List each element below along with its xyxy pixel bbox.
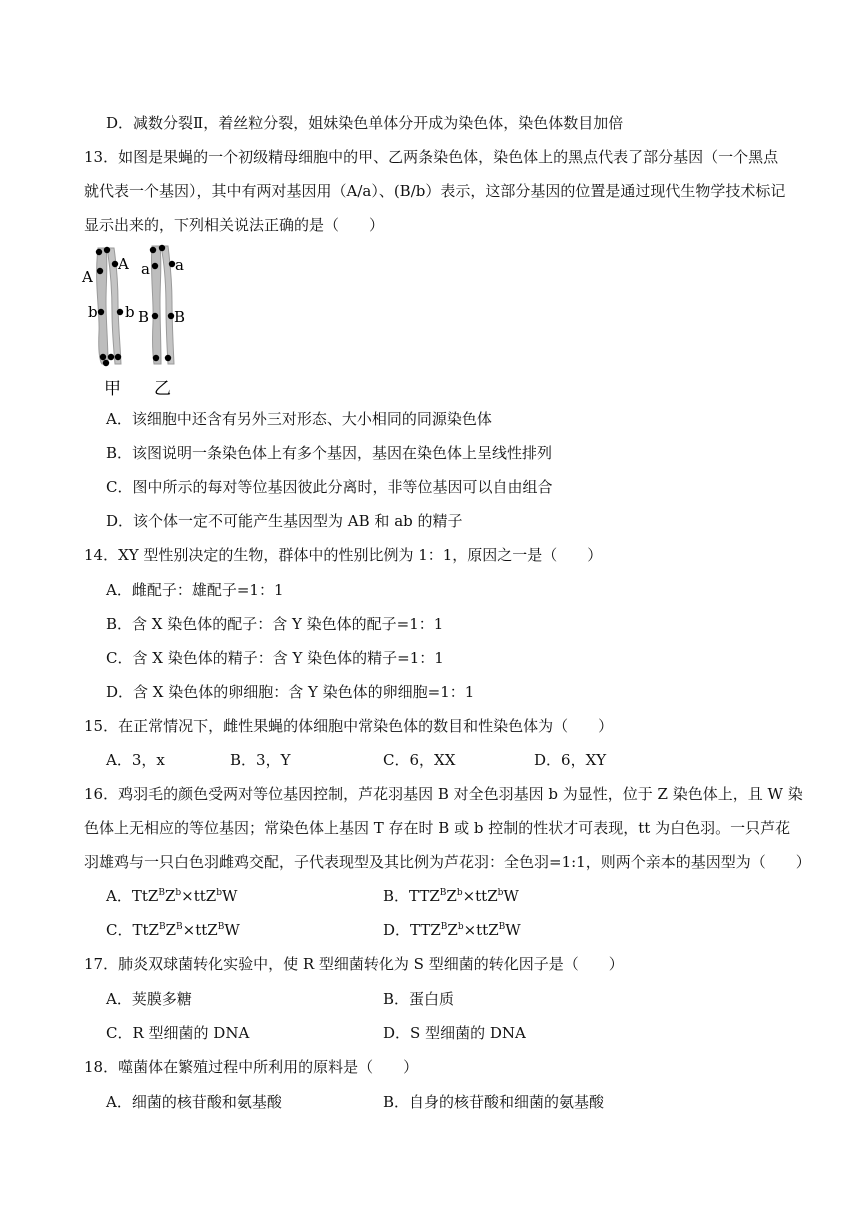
q14-option-b: B．含 X 染色体的配子：含 Y 染色体的配子=1：1 bbox=[106, 615, 444, 633]
q13-stem-line3: 显示出来的，下列相关说法正确的是（ ） bbox=[84, 216, 385, 234]
q16-option-d: D．$TTZ^BZ^b\times ttZ^BW$ bbox=[383, 921, 521, 939]
q17-option-d: D．S 型细菌的 DNA bbox=[383, 1024, 526, 1042]
gene-label-B-right: B bbox=[174, 308, 186, 326]
gene-label-B-left: B bbox=[138, 308, 150, 326]
chromosome-jia-label: 甲 bbox=[104, 379, 121, 399]
chromosome-jia-chromatid-left bbox=[97, 248, 108, 364]
q16-option-a: A．$TtZ^BZ^b\times ttZ^bW$ bbox=[106, 887, 238, 905]
chromosome-diagram bbox=[78, 242, 208, 402]
q13-stem-line1: 13．如图是果蝇的一个初级精母细胞中的甲、乙两条染色体，染色体上的黑点代表了部分基因（一个黑点 bbox=[84, 148, 779, 166]
q15-option-a: A．3，x bbox=[106, 751, 165, 769]
q16-option-c: C．$TtZ^BZ^B\times ttZ^BW$ bbox=[106, 921, 240, 939]
q16-option-b: B．$TTZ^BZ^b\times ttZ^bW$ bbox=[383, 887, 519, 905]
chromosome-yi-label: 乙 bbox=[154, 379, 171, 399]
q17-stem: 17．肺炎双球菌转化实验中，使 R 型细菌转化为 S 型细菌的转化因子是（ ） bbox=[84, 955, 624, 973]
q16-stem-line1: 16．鸡羽毛的颜色受两对等位基因控制，芦花羽基因 B 对全色羽基因 b 为显性，位于 Z 染色体上，且 W 染 bbox=[84, 785, 803, 803]
gene-label-a-right: a bbox=[175, 256, 184, 274]
q16-stem-line2: 色体上无相应的等位基因；常染色体上基因 T 存在时 B 或 b 控制的性状才可表现，tt 为白色羽。一只芦花 bbox=[84, 819, 791, 837]
gene-label-A-right: A bbox=[118, 255, 129, 273]
q14-stem: 14．XY 型性别决定的生物，群体中的性别比例为 1：1，原因之一是（ ） bbox=[84, 546, 603, 564]
q14-option-d: D．含 X 染色体的卵细胞：含 Y 染色体的卵细胞=1：1 bbox=[106, 683, 475, 701]
q13-option-b: B．该图说明一条染色体上有多个基因，基因在染色体上呈线性排列 bbox=[106, 444, 553, 462]
q15-option-c: C．6，XX bbox=[383, 751, 456, 769]
q18-stem: 18．噬菌体在繁殖过程中所利用的原料是（ ） bbox=[84, 1058, 419, 1076]
q14-option-a: A．雌配子：雄配子=1：1 bbox=[106, 581, 284, 599]
q18-option-b: B．自身的核苷酸和细菌的氨基酸 bbox=[383, 1093, 605, 1111]
gene-label-A-left: A bbox=[82, 268, 93, 286]
q17-option-c: C．R 型细菌的 DNA bbox=[106, 1024, 250, 1042]
gene-label-b-left: b bbox=[88, 303, 98, 321]
prev-option-d: D．减数分裂Ⅱ，着丝粒分裂，姐妹染色单体分开成为染色体，染色体数目加倍 bbox=[106, 114, 624, 132]
q13-option-c: C．图中所示的每对等位基因彼此分离时，非等位基因可以自由组合 bbox=[106, 478, 553, 496]
chromosome-figure bbox=[78, 242, 208, 402]
q13-stem-line2: 就代表一个基因），其中有两对基因用（A/a）、(B/b）表示，这部分基因的位置是通过现代生物学技术标记 bbox=[84, 182, 786, 200]
q14-option-c: C．含 X 染色体的精子：含 Y 染色体的精子=1：1 bbox=[106, 649, 444, 667]
q15-option-d: D．6，XY bbox=[534, 751, 607, 769]
q17-option-a: A．荚膜多糖 bbox=[106, 990, 192, 1008]
q17-option-b: B．蛋白质 bbox=[383, 990, 455, 1008]
gene-label-a-left: a bbox=[141, 260, 150, 278]
q15-stem: 15．在正常情况下，雌性果蝇的体细胞中常染色体的数目和性染色体为（ ） bbox=[84, 717, 614, 735]
q16-stem-line3: 羽雄鸡与一只白色羽雌鸡交配，子代表现型及其比例为芦花羽：全色羽=1:1，则两个亲本的基因型为（ ） bbox=[84, 853, 811, 871]
q18-option-a: A．细菌的核苷酸和氨基酸 bbox=[106, 1093, 282, 1111]
q13-option-a: A．该细胞中还含有另外三对形态、大小相同的同源染色体 bbox=[106, 410, 492, 428]
q13-option-d: D．该个体一定不可能产生基因型为 AB 和 ab 的精子 bbox=[106, 512, 463, 530]
gene-label-b-right: b bbox=[125, 303, 135, 321]
q15-option-b: B．3，Y bbox=[230, 751, 291, 769]
